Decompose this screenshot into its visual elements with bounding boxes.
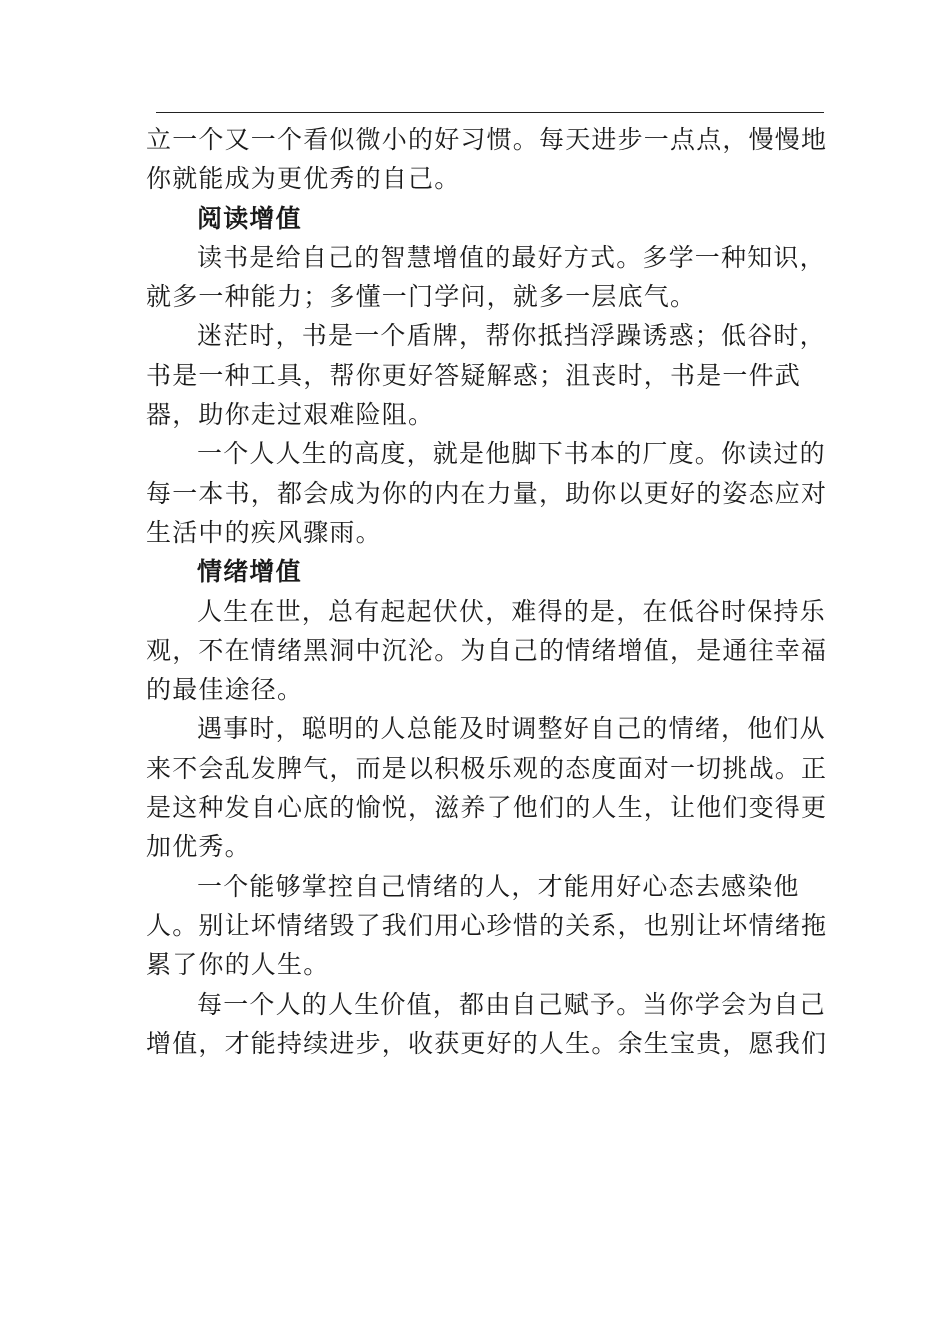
paragraph: 一个人人生的高度，就是他脚下书本的⼚度。你读过的每一本书，都会成为你的内在力量，助你以更好的姿态应对生活中的疾风骤雨。 bbox=[146, 439, 828, 547]
paragraph: 遇事时，聪明的人总能及时调整好自己的情绪，他们从来不会乱发脾气，而是以积极乐观的态度面对一切挑战。正是这种发自心底的愉悦，滋养了他们的人生，让他们变得更加优秀。 bbox=[146, 714, 828, 862]
header-rule bbox=[156, 112, 824, 113]
paragraph: 读书是给自己的智慧增值的最好方式。多学一种知识，就多一种能力；多懂一门学问，就多一层底气。 bbox=[146, 242, 826, 312]
article-body bbox=[146, 120, 836, 1063]
section-heading-emotion: 情绪增值 bbox=[197, 557, 302, 587]
paragraph: 人生在世，总有起起伏伏，难得的是，在低谷时保持乐观，不在情绪黑洞中沉沦。为自己的情绪增值，是通往幸福的最佳途径。 bbox=[146, 596, 828, 705]
paragraph: 立一个又一个看似微小的好习惯。每天进步一点点，慢慢地你就能成为更优秀的自己。 bbox=[146, 125, 828, 194]
paragraph: 迷茫时，书是一个盾牌，帮你抵挡浮躁诱惑；低谷时，书是一种工具，帮你更好答疑解惑；沮丧时，书是一件武器，助你走过艰难险阻。 bbox=[146, 321, 826, 430]
paragraph: 每一个人的人生价值，都由自己赋予。当你学会为自己增值，才能持续进步，收获更好的人生。余生宝贵，愿我们 bbox=[146, 989, 828, 1058]
section-heading-reading: 阅读增值 bbox=[197, 203, 302, 233]
paragraph: 一个能够掌控自己情绪的人，才能用好心态去感染他人。别让坏情绪毁了我们用心珍惜的关系，也别让坏情绪拖累了你的人生。 bbox=[146, 871, 828, 980]
